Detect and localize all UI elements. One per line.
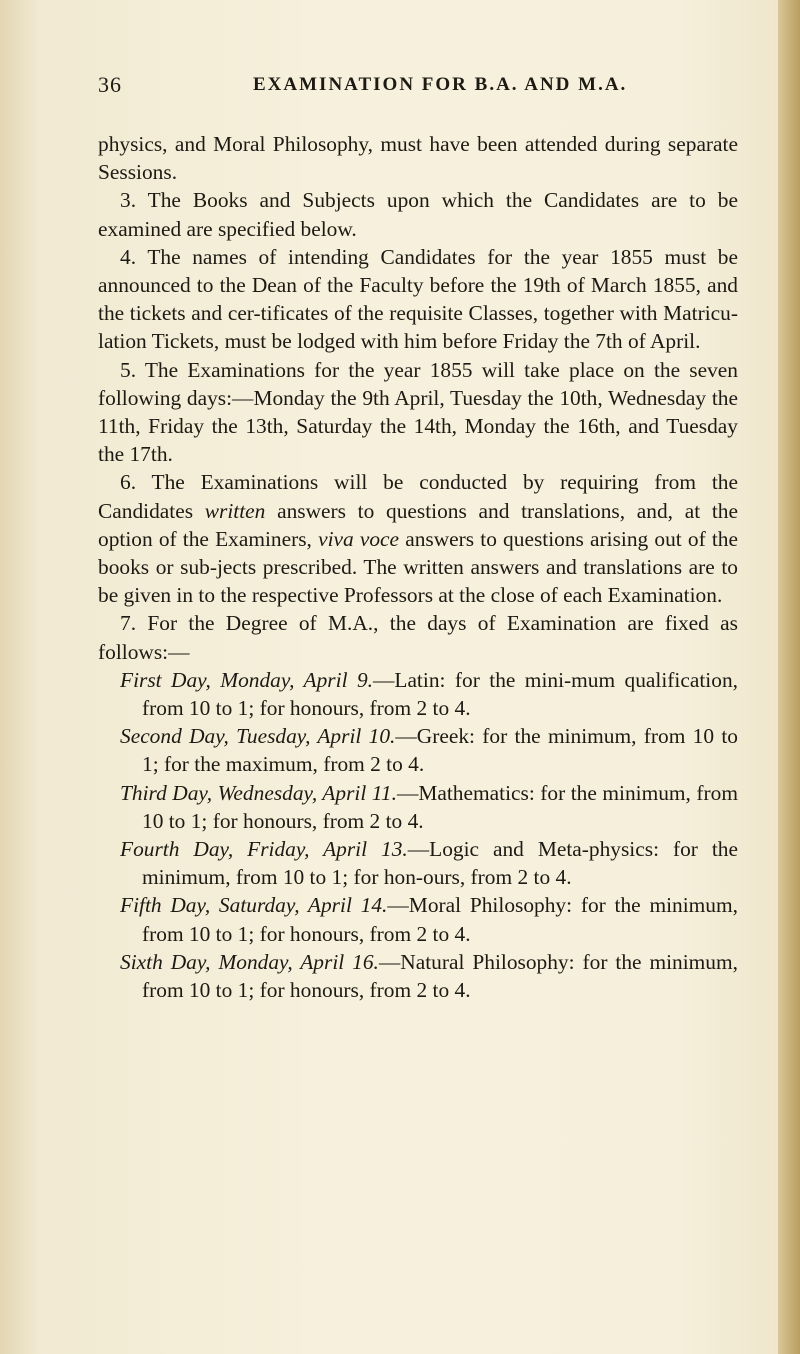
running-head: EXAMINATION FOR B.A. AND M.A. xyxy=(253,74,628,95)
day-entry-5 xyxy=(120,891,738,947)
day-text: —Greek: for the minimum, from 10 to 1; for the maximum, from 2 to 4. xyxy=(142,724,738,777)
paragraph-6 xyxy=(98,468,738,609)
day-entry-1 xyxy=(120,666,738,722)
page-gutter-shadow xyxy=(0,0,40,1354)
para6-text-a: 6. The Examinations will be conducted by requiring from the Candidates xyxy=(98,470,738,523)
page-body xyxy=(98,130,738,1004)
day-entry-2 xyxy=(120,722,738,778)
day-label: Fifth Day, Saturday, April 14. xyxy=(120,893,388,918)
day-text: —Logic and Meta-physics: for the minimum, from 10 to 1; for hon-ours, from 2 to 4. xyxy=(142,837,738,890)
day-label: Second Day, Tuesday, April 10. xyxy=(120,724,396,749)
paragraph-7: 7. For the Degree of M.A., the days of Examination are fixed as follows:— xyxy=(98,611,738,664)
day-entry-4 xyxy=(120,835,738,891)
page-number: 36 xyxy=(98,72,122,97)
para6-viva-voce: viva voce xyxy=(318,526,400,551)
para6-written: written xyxy=(204,498,266,523)
day-text: —Mathematics: for the minimum, from 10 to 1; for honours, from 2 to 4. xyxy=(142,780,738,833)
page-edge xyxy=(778,0,800,1354)
paragraph-3: 3. The Books and Subjects upon which the Candidates are to be examined are specified below. xyxy=(98,188,738,241)
para6-text-e: answers to questions arising out of the books or sub-jects prescribed. The written answers and translations are to be given in to the respective Professors at the close of each Examination. xyxy=(98,526,738,608)
continuation-paragraph: physics, and Moral Philosophy, must have been attended during separate Sessions. xyxy=(98,132,738,185)
day-text: —Moral Philosophy: for the minimum, from 10 to 1; for honours, from 2 to 4. xyxy=(142,893,738,946)
para6-text-c: answers to questions and translations, and, at the option of the Examiners, xyxy=(98,498,738,551)
day-text: —Natural Philosophy: for the minimum, from 10 to 1; for honours, from 2 to 4. xyxy=(142,949,738,1003)
day-label: Sixth Day, Monday, April 16. xyxy=(120,949,379,974)
day-label: Fourth Day, Friday, April 13. xyxy=(120,837,408,862)
day-label: First Day, Monday, April 9. xyxy=(120,667,373,692)
day-entry-6 xyxy=(120,948,738,1004)
day-entry-3 xyxy=(120,779,738,835)
page-header xyxy=(98,72,738,102)
paragraph-5: 5. The Examinations for the year 1855 will take place on the seven following days:—Monday the 9th April, Tuesday the 10th, Wednesday the 11th, Friday the 13th, Saturday the 14th, Monday the 16th, and Tuesday the 17th. xyxy=(98,357,738,467)
day-text: —Latin: for the mini-mum qualification, from 10 to 1; for honours, from 2 to 4. xyxy=(142,667,738,721)
day-label: Third Day, Wednesday, April 11. xyxy=(120,780,397,805)
paragraph-4: 4. The names of intending Candidates for the year 1855 must be announced to the Dean of the Faculty before the 19th of March 1855, and the tickets and cer-tificates of the requisite Classes, together with Matricu-lation Tickets, must be lodged with him before Friday the 7th of April. xyxy=(98,244,738,354)
